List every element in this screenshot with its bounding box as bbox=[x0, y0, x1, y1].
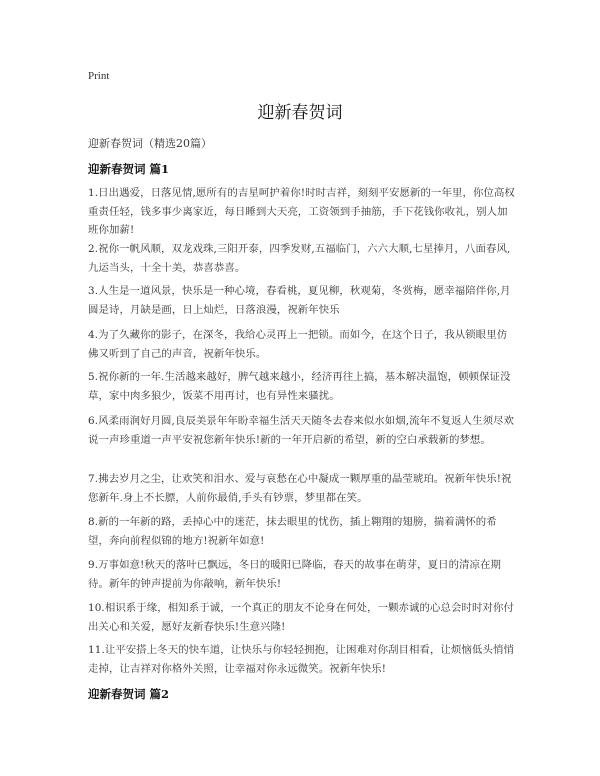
page-title: 迎新春贺词 bbox=[257, 103, 343, 123]
greeting-paragraph-9: 9.万事如意!秋天的落叶已飘远，冬日的暖阳已降临，春天的故事在萌芽，夏日的清凉在期待。新年的钟声提前为你敲响，新年快乐! bbox=[88, 559, 502, 590]
greeting-paragraph-11: 11.让平安搭上冬天的快车道，让快乐与你轻轻拥抱，让困难对你刮目相看，让烦恼低头悄悄走掉，让吉祥对你格外关照，让幸福对你永远微笑。祝新年快乐! bbox=[88, 644, 514, 675]
greeting-paragraph-8: 8.新的一年新的路，丢掉心中的迷茫，抹去眼里的忧伤，插上翱翔的翅膀，揣着满怀的希望，奔向前程似锦的地方!祝新年如意! bbox=[88, 516, 497, 547]
greeting-paragraph-3: 3.人生是一道风景，快乐是一种心境，春看桃，夏见柳，秋观菊，冬赏梅，愿幸福陪伴你,月圆是诗，月缺是画，日上灿烂，日落浪漫，祝新年快乐 bbox=[88, 285, 511, 316]
document-subtitle: 迎新春贺词（精选20篇） bbox=[88, 137, 212, 150]
greeting-paragraph-6: 6.风柔雨润好月圆,良辰美景年年盼幸福生活天天随冬去春来似水如烟,流年不复返人生须尽欢说一声珍重道一声平安祝您新年快乐!新的一年开启新的希望，新的空白承载新的梦想。 bbox=[88, 415, 515, 446]
greeting-paragraph-7: 7.拂去岁月之尘，让欢笑和泪水、爱与哀愁在心中凝成一颗厚重的晶莹琥珀。祝新年快乐!祝您新年.身上不长膘，人前你最俏,手头有钞票，梦里都在笑。 bbox=[88, 473, 512, 504]
section-heading-2: 迎新春贺词 篇2 bbox=[88, 687, 170, 701]
greeting-paragraph-2: 2.祝你一帆风顺，双龙戏珠,三阳开泰，四季发财,五福临门，六六大顺,七星捧月，八面春风,九运当头，十全十美，恭喜恭喜。 bbox=[88, 243, 511, 274]
greeting-paragraph-4: 4.为了久藏你的影子，在深冬，我给心灵再上一把锁。而如今，在这个日子，我从锁眼里仿佛又听到了自己的声音，祝新年快乐。 bbox=[88, 329, 508, 360]
greeting-paragraph-1: 1.日出遇爱，日落见情,愿所有的吉星呵护着你!时时吉祥，刻刻平安愿新的一年里，你位高权重责任轻，钱多事少离家近，每日睡到大天亮，工资领到手抽筋，手下花钱你收礼，别人加班你加薪! bbox=[88, 187, 515, 236]
greeting-paragraph-10: 10.相识系于缘，相知系于诚，一个真正的朋友不论身在何处，一颗赤诚的心总会时时对你付出关心和关爱，愿好友新春快乐!生意兴隆! bbox=[88, 602, 514, 633]
section-heading-1: 迎新春贺词 篇1 bbox=[88, 162, 170, 176]
print-link[interactable]: Print bbox=[88, 70, 110, 82]
greeting-paragraph-5: 5.祝你新的一年.生活越来越好，脾气越来越小，经济再往上搞，基本解决温饱，顿顿保证没草，家中肉多狼少，饭菜不用再讨，也有异性来骚扰。 bbox=[88, 371, 511, 402]
